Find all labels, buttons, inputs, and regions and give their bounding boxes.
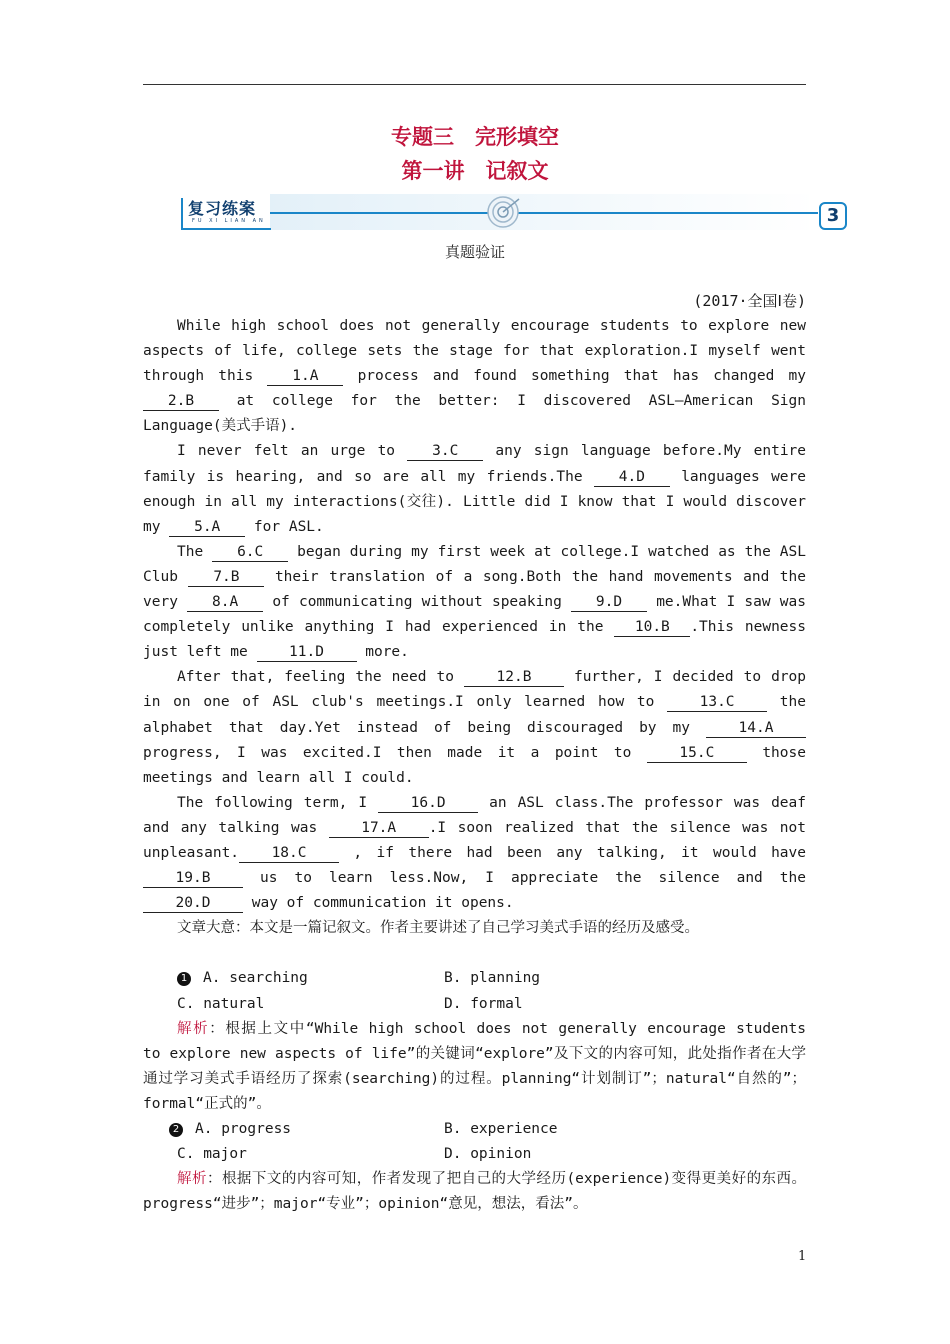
text-run: an ASL class.The professor was deaf and any talking was (143, 794, 806, 836)
blank-17: 17.A (329, 819, 429, 838)
blank-15: 15.C (647, 744, 747, 763)
spacer (143, 941, 806, 966)
text-run: process and found something that has changed my (343, 368, 806, 385)
blank-1: 1.A (267, 367, 343, 386)
option-a-text: A. progress (195, 1121, 292, 1137)
blank-12: 12.B (464, 668, 564, 687)
blank-11: 11.D (257, 643, 357, 662)
passage-paragraph-2 (143, 439, 806, 539)
banner-number: 3 (819, 202, 847, 230)
option-b: B. experience (444, 1121, 558, 1137)
blank-4: 4.D (594, 468, 670, 487)
text-run: the alphabet that day.Yet instead of being discouraged by my (143, 694, 806, 736)
question-2-analysis (143, 1167, 806, 1217)
content (143, 314, 806, 1217)
question-1-options-row-2 (143, 992, 806, 1017)
blank-3: 3.C (407, 442, 483, 461)
option-a (169, 1117, 291, 1142)
banner-pinyin: FU XI LIAN AN (192, 218, 266, 224)
text-run: any sign language before.My entire family is hearing, and so are all my friends.The (143, 443, 807, 485)
question-2-options-row-2 (143, 1142, 806, 1167)
exam-source: (2017·全国Ⅰ卷) (693, 292, 806, 310)
passage-summary: 文章大意：本文是一篇记叙文。作者主要讲述了自己学习美式手语的经历及感受。 (177, 920, 699, 937)
blank-20: 20.D (143, 894, 243, 913)
blank-2: 2.B (143, 392, 219, 411)
target-icon (483, 193, 523, 231)
blank-6: 6.C (212, 543, 288, 562)
banner-badge (178, 192, 272, 232)
text-run: way of communication it opens. (243, 895, 514, 912)
text-run: their translation of a song.Both the hand movements and the very (143, 568, 806, 611)
banner-label: 复习练案 (188, 199, 257, 218)
blank-13: 13.C (667, 693, 767, 712)
text-run: The following term, I (177, 794, 379, 811)
question-number-2: 2 (169, 1123, 183, 1137)
text-run: me.What I saw was completely unlike anything I had experienced in the (143, 594, 806, 636)
blank-14: 14.A (706, 719, 806, 738)
blank-10: 10.B (614, 618, 690, 637)
text-run: progress, I was excited.I then made it a point to (143, 744, 647, 761)
text-run: After that, feeling the need to (177, 669, 464, 686)
banner-line (270, 212, 818, 214)
text-run: more. (356, 644, 409, 661)
text-run: .This newness just left me (143, 619, 806, 661)
passage-paragraph-3 (143, 540, 806, 665)
blank-16: 16.D (378, 794, 478, 813)
analysis-text: ：根据下文的内容可知，作者发现了把自己的大学经历(experience)变得更美好的东西。progress“进步”；major“专业”；opinion“意见，想法，看法”。 (143, 1171, 807, 1213)
page-number: 1 (798, 1249, 807, 1264)
text-run: languages were enough in all my interactions(交往). Little did I know that I would discover my (143, 468, 806, 535)
text-run: us to learn less.Now, I appreciate the silence and the (243, 870, 806, 887)
blank-5: 5.A (169, 518, 245, 537)
text-run: of communicating without speaking (263, 594, 571, 611)
text-run: those meetings and learn all I could. (143, 744, 806, 786)
question-number-1: 1 (177, 972, 191, 986)
blank-9: 9.D (571, 593, 647, 612)
passage-paragraph-5 (143, 791, 806, 916)
passage-paragraph-4 (143, 665, 806, 790)
option-a-text: A. searching (203, 970, 308, 987)
blank-7: 7.B (188, 568, 264, 587)
question-1-options-row-1 (143, 966, 806, 991)
option-d: D. formal (444, 995, 523, 1012)
blank-8: 8.A (187, 593, 263, 612)
text-run: I never felt an urge to (177, 443, 408, 460)
blank-19: 19.B (143, 869, 243, 888)
question-1-analysis (143, 1017, 806, 1117)
text-run: began during my first week at college.I watched as the ASL Club (143, 543, 806, 585)
text-run: further, I decided to drop in on one of ASL club's meetings.I only learned how to (143, 669, 807, 711)
lecture-title: 第一讲 记叙文 (401, 159, 549, 183)
text-run: The (177, 543, 213, 560)
text-run: .I soon realized that the silence was not unpleasant. (143, 819, 806, 861)
analysis-label: 解析 (177, 1171, 207, 1188)
option-d: D. opinion (444, 1146, 532, 1163)
passage-paragraph-1 (143, 314, 806, 439)
analysis-label: 解析 (177, 1020, 210, 1037)
option-c: C. natural (177, 995, 265, 1012)
section-subtitle: 真题验证 (444, 243, 505, 261)
blank-18: 18.C (239, 844, 339, 863)
topic-title: 专题三 完形填空 (391, 125, 559, 149)
text-run: at college for the better: I discovered ASL—American Sign Language(美式手语). (143, 393, 806, 435)
question-2-options-row-1 (143, 1117, 806, 1142)
top-rule (143, 84, 806, 85)
option-a (177, 966, 308, 991)
option-c: C. major (177, 1146, 247, 1163)
text-run: , if there had been any talking, it would have (339, 844, 806, 861)
text-run: for ASL. (245, 518, 324, 535)
review-banner (178, 190, 850, 234)
option-b: B. planning (444, 970, 541, 987)
analysis-text: ：根据上文中“While high school does not generally encourage students to explore new aspects of life”的关键词“explore”及下文的内容可知，此处指作者在大学通过学习美式手语经历了探索(searching)的过程。planning“计划制订”；natural“自然的”；formal“正式的”。 (143, 1020, 807, 1112)
text-run: While high school does not generally encourage students to explore new aspects of life, college sets the stage for that exploration.I myself went through this (143, 318, 806, 385)
